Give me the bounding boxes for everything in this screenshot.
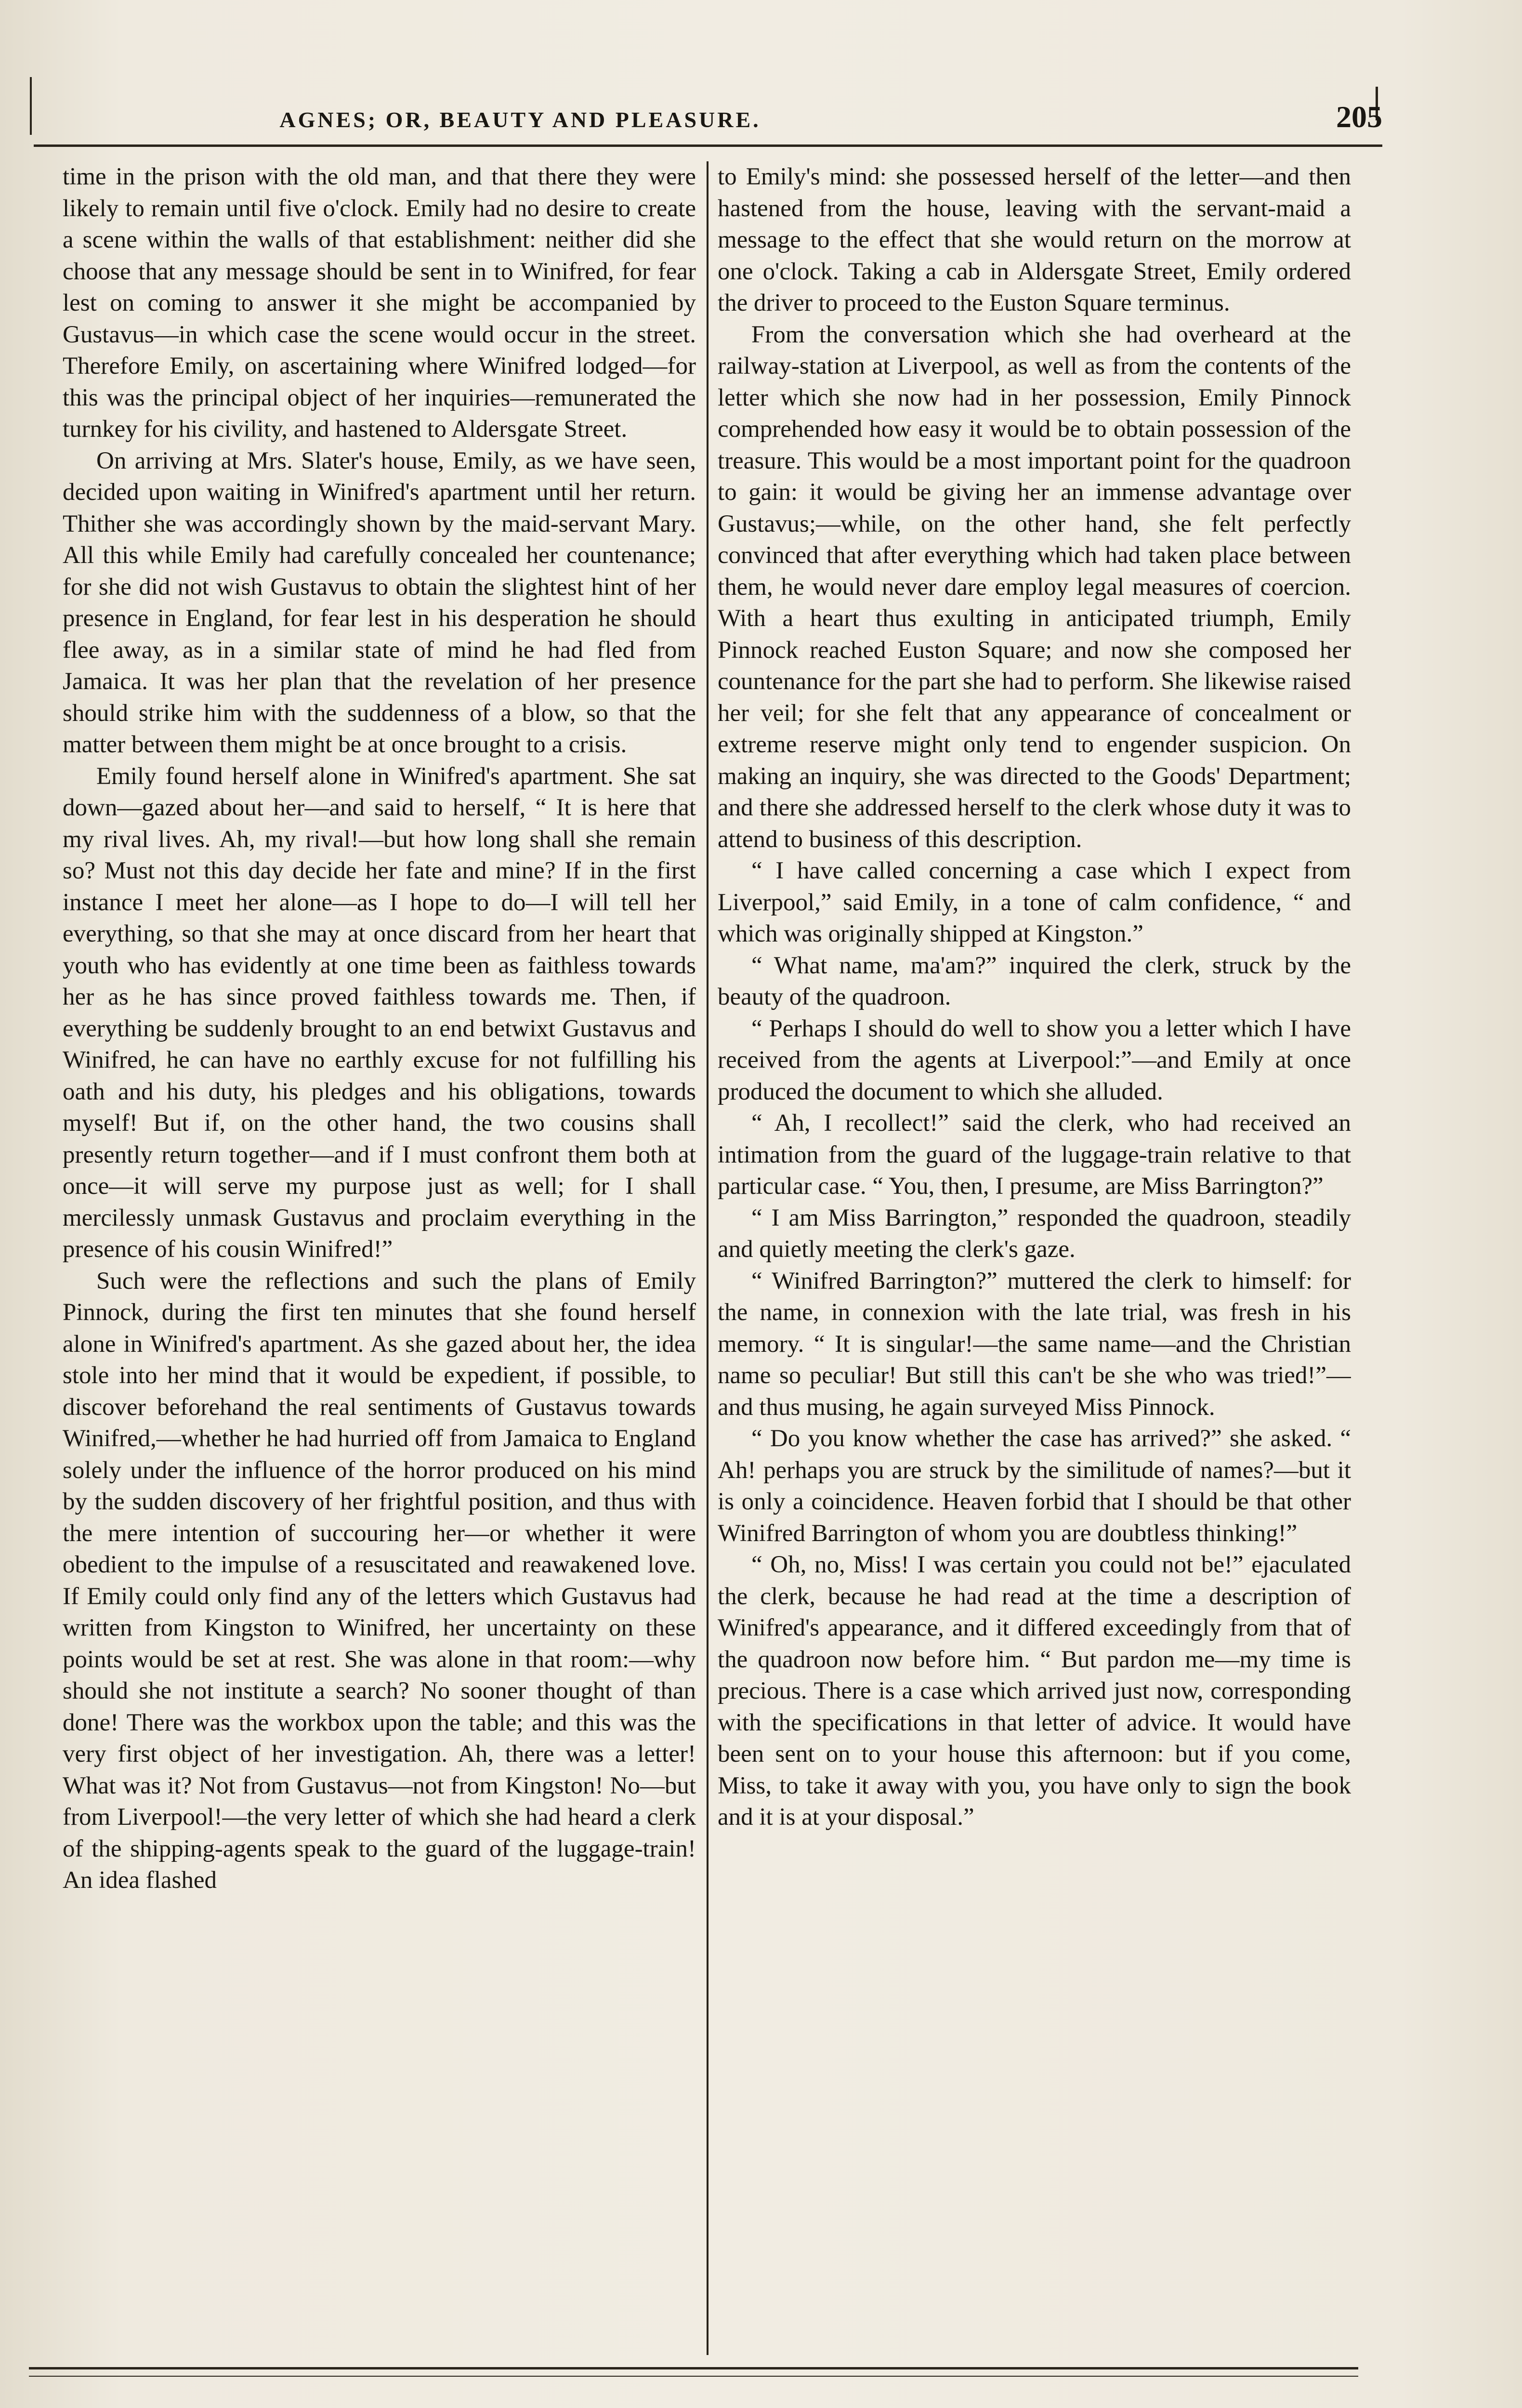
paragraph: “ I have called concerning a case which I expect from Liverpool,” said Emily, in a tone of calm confidence, “ and which was originally shipped at Kingston.”	[718, 857, 1351, 947]
paragraph: time in the prison with the old man, and that there they were likely to remain until five o'clock. Emily had no desire to create a scene within the walls of that establishment: neither did she choose that any message should be sent in to Winifred, for fear lest on coming to answer it she might be accompanied by Gustavus—in which case the scene would occur in the street. Therefore Emily, on ascertaining where Winifred lodged—for this was the principal object of her inquiries—remunerated the turnkey for his civility, and hastened to Aldersgate Street.	[63, 163, 696, 443]
paragraph: From the conversation which she had overheard at the railway-station at Liverpool, as well as from the contents of the letter which she now had in her possession, Emily Pinnock comprehended how easy it would be to obtain possession of the treasure. This would be a most important point for the quadroon to gain: it would be giving her an immense advantage over Gustavus;—while, on the other hand, she felt perfectly convinced that after everything which had taken place between them, he would never dare employ legal measures of coercion. With a heart thus exulting in anticipated triumph, Emily Pinnock reached Euston Square; and now she composed her countenance for the part she had to perform. She likewise raised her veil; for she felt that any appearance of concealment or extreme reserve might only tend to engender suspicion. On making an inquiry, she was directed to the Goods' Department; and there she addressed herself to the clerk whose duty it was to attend to business of this description.	[718, 321, 1351, 853]
page-header	[34, 96, 1382, 149]
paragraph: “ Winifred Barrington?” muttered the clerk to himself: for the name, in connexion with the late trial, was fresh in his memory. “ It is singular!—the same name—and the Christian name so peculiar! But still this can't be she who was tried!”—and thus musing, he again surveyed Miss Pinnock.	[718, 1267, 1351, 1421]
paragraph: “ What name, ma'am?” inquired the clerk, struck by the beauty of the quadroon.	[718, 952, 1351, 1010]
right-column	[718, 161, 1351, 2353]
column-divider	[707, 161, 709, 2355]
page-number: 205	[1336, 100, 1382, 134]
running-title: AGNES; OR, BEAUTY AND PLEASURE.	[279, 107, 761, 132]
footer-rule	[29, 2367, 1358, 2369]
left-column	[63, 161, 696, 2353]
paragraph: “ Oh, no, Miss! I was certain you could not be!” ejaculated the clerk, because he had read at the time a description of Winifred's appearance, and it differed exceedingly from that of the quadroon now before him. “ But pardon me—my time is precious. There is a case which arrived just now, corresponding with the specifications in that letter of advice. It would have been sent on to your house this afternoon: but if you come, Miss, to take it away with you, you have only to sign the book and it is at your disposal.”	[718, 1551, 1351, 1831]
paragraph: “ Ah, I recollect!” said the clerk, who had received an intimation from the guard of the luggage-train relative to that particular case. “ You, then, I presume, are Miss Barrington?”	[718, 1110, 1351, 1200]
paragraph: “ Perhaps I should do well to show you a letter which I have received from the agents at Liverpool:”—and Emily at once produced the document to which she alluded.	[718, 1015, 1351, 1105]
paragraph: to Emily's mind: she possessed herself of the letter—and then hastened from the house, leaving with the servant-maid a message to the effect that she would return on the morrow at one o'clock. Taking a cab in Aldersgate Street, Emily ordered the driver to proceed to the Euston Square terminus.	[718, 163, 1351, 316]
header-rule	[34, 144, 1382, 147]
paragraph: Emily found herself alone in Winifred's apartment. She sat down—gazed about her—and said to herself, “ It is here that my rival lives. Ah, my rival!—but how long shall she remain so? Must not this day decide her fate and mine? If in the first instance I meet her alone—as I hope to do—I will tell her everything, so that she may at once discard from her heart that youth who has evidently at one time been as faithless towards her as he has since proved faithless towards me. Then, if everything be suddenly brought to an end betwixt Gustavus and Winifred, he can have no earthly excuse for not fulfilling his oath and his duty, his pledges and his obligations, towards myself! But if, on the other hand, the two cousins shall presently return together—and if I must confront them both at once—it will serve my purpose just as well; for I shall mercilessly unmask Gustavus and proclaim everything in the presence of his cousin Winifred!”	[63, 762, 696, 1263]
paragraph: Such were the reflections and such the plans of Emily Pinnock, during the first ten minutes that she found herself alone in Winifred's apartment. As she gazed about her, the idea stole into her mind that it would be expedient, if possible, to discover beforehand the real sentiments of Gustavus towards Winifred,—whether he had hurried off from Jamaica to England solely under the influence of the horror produced on his mind by the sudden discovery of her frightful position, and thus with the mere intention of succouring her—or whether it were obedient to the impulse of a resuscitated and reawakened love. If Emily could only find any of the letters which Gustavus had written from Kingston to Winifred, her uncertainty on these points would be set at rest. She was alone in that room:—why should she not institute a search? No sooner thought of than done! There was the workbox upon the table; and this was the very first object of her investigation. Ah, there was a letter! What was it? Not from Gustavus—not from Kingston! No—but from Liverpool!—the very letter of which she had heard a clerk of the shipping-agents speak to the guard of the luggage-train! An idea flashed	[63, 1267, 696, 1894]
paragraph: “ I am Miss Barrington,” responded the quadroon, steadily and quietly meeting the clerk's gaze.	[718, 1204, 1351, 1263]
paragraph: “ Do you know whether the case has arrived?” she asked. “ Ah! perhaps you are struck by the similitude of names?—but it is only a coincidence. Heaven forbid that I should be that other Winifred Barrington of whom you are doubtless thinking!”	[718, 1425, 1351, 1547]
paragraph: On arriving at Mrs. Slater's house, Emily, as we have seen, decided upon waiting in Winifred's apartment until her return. Thither she was accordingly shown by the maid-servant Mary. All this while Emily had carefully concealed her countenance; for she did not wish Gustavus to obtain the slightest hint of her presence in England, for fear lest in his desperation he should flee away, as in a similar state of mind he had fled from Jamaica. It was her plan that the revelation of her presence should strike him with the suddenness of a blow, so that the matter between them might be at once brought to a crisis.	[63, 447, 696, 758]
margin-mark	[30, 77, 32, 135]
footer-rule	[29, 2376, 1358, 2377]
